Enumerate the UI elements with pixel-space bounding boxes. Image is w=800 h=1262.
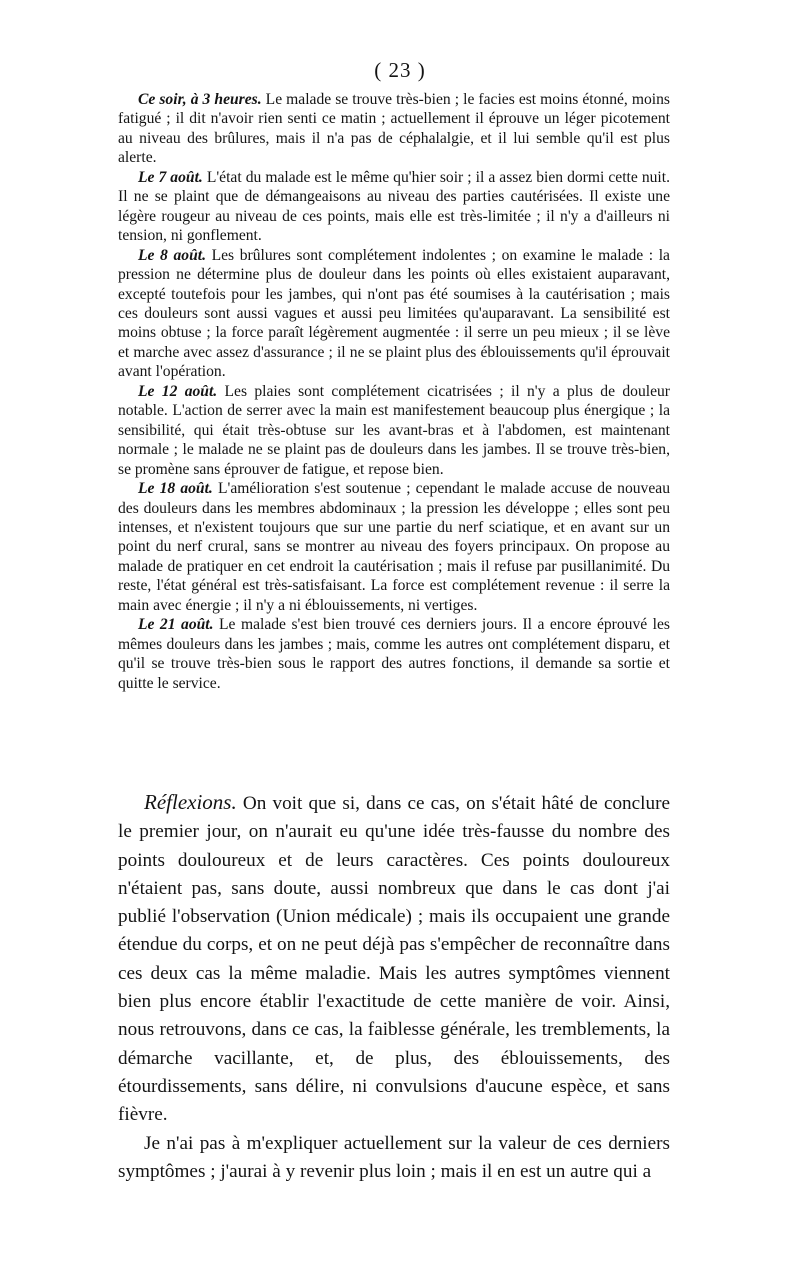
entry-date: Le 12 août. [138,382,218,400]
entry-text: Le malade se trouve très-bien ; le facies est moins étonné, moins fatigué ; il dit n'avoir rien senti ce matin ; actuellement il éprouve un léger picotement au niveau des brûlures, mais il n'a pas de céphalalgie, et il lui semble qu'il est plus alerte. [118,91,670,167]
entry-date: Le 18 août. [138,480,213,498]
entry-text: L'état du malade est le même qu'hier soir ; il a assez bien dormi cette nuit. Il ne se plaint que de démangeaisons au niveau des parties cautérisées. Il existe une légère rougeur au niveau de ces points, mais elle est très-limitée ; il n'y a d'ailleurs ni tension, ni gonflement. [118,168,670,245]
reflexions-section [118,788,670,1186]
page-number: ( 23 ) [374,58,426,82]
entry-date: Le 21 août. [138,616,214,634]
entry-date: Ce soir, à 3 heures. [138,91,262,108]
entry-date: Le 8 août. [138,246,206,264]
reflexions-paragraph [118,788,670,1130]
journal-entry [118,168,670,246]
journal-entry [118,382,670,479]
entry-text: Le malade s'est bien trouvé ces derniers jours. Il a encore éprouvé les mêmes douleurs dans les jambes ; mais, comme les autres ont complétement disparu, et qu'il se trouve très-bien sous le rapport des autres fonctions, il demande sa sortie et quitte le service. [118,616,670,692]
entry-date: Le 7 août. [138,168,203,186]
journal-entry [118,615,670,693]
reflexions-heading: Réflexions. [144,790,237,814]
journal-entry [118,479,670,615]
entry-text: L'amélioration s'est soutenue ; cependant le malade accuse de nouveau des douleurs dans les membres abdominaux ; la pression les développe ; elles sont peu intenses, et n'existent toujours que sur une partie du nerf sciatique, et en avant sur un point du nerf crural, sans se montrer au niveau des foyers principaux. On propose au malade de pratiquer en cet endroit la cautérisation ; mais il refuse par pusillanimité. Du reste, l'état général est très-satisfaisant. La force est complétement revenue : il serre la main avec énergie ; il n'y a ni éblouissements, ni vertiges. [118,480,670,614]
continuation-paragraph: Je n'ai pas à m'expliquer actuellement sur la valeur de ces derniers symptômes ; j'aurai à y revenir plus loin ; mais il en est un autre qui a [118,1132,670,1182]
reflexions-text: On voit que si, dans ce cas, on s'était hâté de conclure le premier jour, on n'aurait eu qu'une idée très-fausse du nombre des points douloureux et de leurs caractères. Ces points douloureux n'étaient pas, sans doute, aussi nombreux que dans le cas dont j'ai publié l'observation (Union médicale) ; mais ils occupaient une grande étendue du corps, et on ne peut déjà pas s'empêcher de reconnaître dans ces deux cas la même maladie. Mais les autres symptômes viennent bien plus encore établir l'exactitude de cette manière de voir. Ainsi, nous retrouvons, dans ce cas, la faiblesse générale, les tremblements, la démarche vacillante, et, de plus, des éblouissements, des étourdissements, sans délire, ni convulsions d'aucune espèce, et sans fièvre. [118,793,670,1126]
case-journal [118,90,670,693]
journal-entry [118,246,670,382]
entry-text: Les brûlures sont complétement indolentes ; on examine le malade : la pression ne détermine plus de douleur dans les points où elles existaient auparavant, excepté toutefois pour les jambes, qui n'ont pas été soumises à la cautérisation ; mais ces douleurs sont aussi vagues et aussi peu limitées qu'auparavant. La sensibilité est moins obtuse ; la force paraît légèrement augmentée : il serre un peu mieux ; il se lève et marche avec assez d'assurance ; il ne se plaint plus des éblouissements qu'il éprouvait avant l'opération. [118,246,670,381]
journal-entry [118,90,670,168]
entry-text: Les plaies sont complétement cicatrisées ; il n'y a plus de douleur notable. L'action de serrer avec la main est manifestement beaucoup plus énergique ; la sensibilité, qui était très-obtuse sur les avant-bras et à l'abdomen, est maintenant normale ; le malade ne se plaint pas de douleurs dans les jambes. Il se trouve très-bien, se promène sans éprouver de fatigue, et repose bien. [118,382,670,478]
